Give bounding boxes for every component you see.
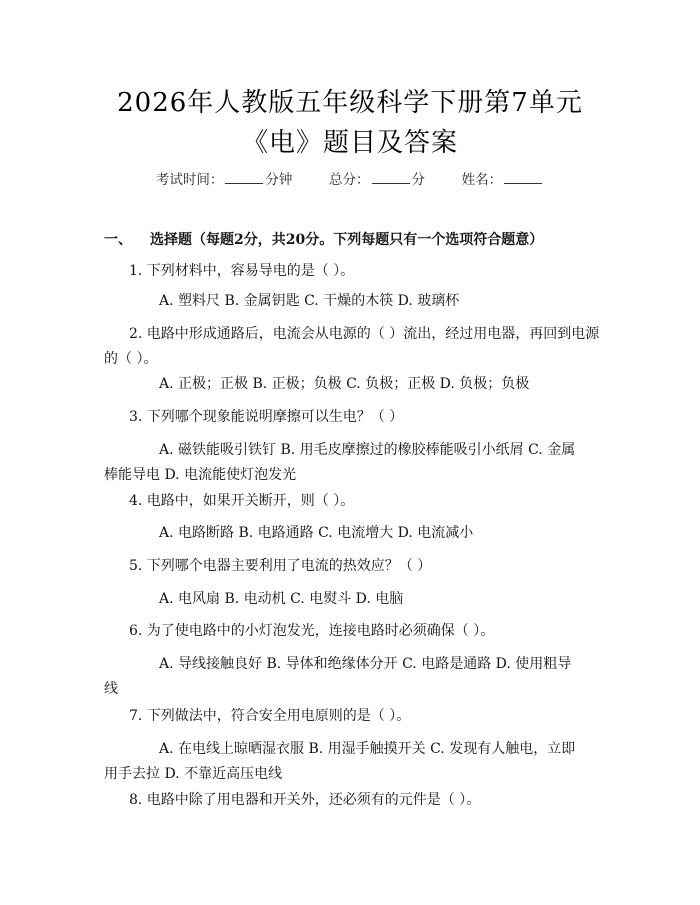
question-options: A. 在电线上晾晒湿衣服 B. 用湿手触摸开关 C. 发现有人触电，立即 用手去拉 D. 不靠近高压电线 bbox=[104, 741, 576, 782]
score-suffix: 分 bbox=[411, 172, 425, 188]
document-title-line2: 《电》题目及答案 bbox=[241, 128, 458, 158]
question-stem: 2. 电路中形成通路后，电流会从电源的（ ）流出，经过用电器，再回到电源 的（ ）。 bbox=[104, 326, 600, 367]
name-label: 姓名： bbox=[461, 172, 503, 188]
question-options: A. 正极；正极 B. 正极；负极 C. 负极；正极 D. 负极；负极 bbox=[159, 376, 530, 392]
question-stem: 8. 电路中除了用电器和开关外，还必须有的元件是（ ）。 bbox=[129, 792, 481, 808]
question-options: A. 磁铁能吸引铁钉 B. 用毛皮摩擦过的橡胶棒能吸引小纸屑 C. 金属 棒能导电 D. 电流能使灯泡发光 bbox=[104, 442, 576, 483]
question-options: A. 塑料尺 B. 金属钥匙 C. 干燥的木筷 D. 玻璃杯 bbox=[159, 293, 460, 309]
score-blank bbox=[372, 171, 410, 184]
name-blank bbox=[504, 171, 542, 184]
question-stem: 7. 下列做法中，符合安全用电原则的是（ ）。 bbox=[129, 708, 411, 724]
section-title: 选择题（每题2分，共20分。下列每题只有一个选项符合题意） bbox=[150, 232, 544, 248]
exam-info-row bbox=[0, 168, 700, 188]
question-options: A. 电风扇 B. 电动机 C. 电熨斗 D. 电脑 bbox=[159, 591, 404, 607]
time-label: 考试时间： bbox=[155, 172, 224, 188]
question-stem: 1. 下列材料中，容易导电的是（ ）。 bbox=[129, 263, 355, 279]
question-options: A. 电路断路 B. 电路通路 C. 电流增大 D. 电流减小 bbox=[159, 525, 474, 541]
question-stem: 4. 电路中，如果开关断开，则（ ）。 bbox=[129, 493, 355, 509]
question-stem: 3. 下列哪个现象能说明摩擦可以生电？（ ） bbox=[129, 409, 404, 425]
question-stem: 5. 下列哪个电器主要利用了电流的热效应？（ ） bbox=[129, 558, 432, 574]
section-number: 一、 bbox=[104, 232, 132, 248]
score-label: 总分： bbox=[329, 172, 370, 188]
section-heading bbox=[104, 229, 543, 249]
question-options: A. 导线接触良好 B. 导体和绝缘体分开 C. 电路是通路 D. 使用粗导 线 bbox=[104, 656, 572, 697]
document-title-line1: 2026年人教版五年级科学下册第7单元 bbox=[117, 88, 583, 118]
time-blank bbox=[225, 171, 263, 184]
time-suffix: 分钟 bbox=[265, 172, 293, 188]
question-stem: 6. 为了使电路中的小灯泡发光，连接电路时必须确保（ ）。 bbox=[129, 623, 495, 639]
